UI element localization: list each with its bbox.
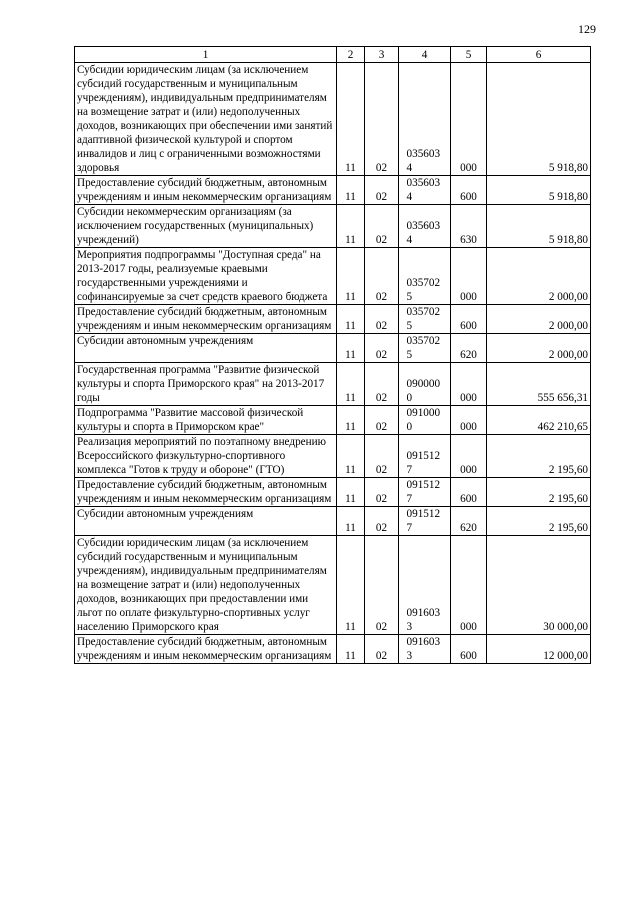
row-name-cell: Субсидии юридическим лицам (за исключением субсидий государственным и муниципальным учреждениям), индивидуальным предпринимателям на возмещение затрат и (или) недополученных доходов, возникающих при предоставлении ими льгот по оплате физкультурно-спортивных услуг населению Приморского края [75, 536, 337, 635]
row-name-cell: Государственная программа "Развитие физической культуры и спорта Приморского края" на 2013-2017 годы [75, 363, 337, 406]
expense-type-cell: 600 [451, 305, 487, 334]
target-article-code: 0357025 [406, 306, 441, 332]
table-row [75, 205, 591, 248]
amount-cell: 2 000,00 [487, 248, 591, 305]
section-code-cell: 11 [337, 248, 365, 305]
table-row [75, 363, 591, 406]
target-article-cell [399, 406, 451, 435]
target-article-code: 0357025 [406, 277, 441, 303]
row-name-cell: Субсидии некоммерческим организациям (за исключением государственных (муниципальных) учреждений) [75, 205, 337, 248]
table-row [75, 435, 591, 478]
table-header-row [75, 47, 591, 63]
column-header-6: 6 [487, 47, 591, 63]
subsection-code-cell: 02 [365, 435, 399, 478]
section-code-cell: 11 [337, 176, 365, 205]
section-code-cell: 11 [337, 406, 365, 435]
expense-type-cell: 000 [451, 435, 487, 478]
row-name-cell: Субсидии автономным учреждениям [75, 507, 337, 536]
budget-table [74, 46, 591, 664]
target-article-cell [399, 176, 451, 205]
expense-type-cell: 000 [451, 406, 487, 435]
target-article-cell [399, 334, 451, 363]
section-code-cell: 11 [337, 305, 365, 334]
expense-type-cell: 000 [451, 248, 487, 305]
row-name-cell: Предоставление субсидий бюджетным, автономным учреждениям и иным некоммерческим организациям [75, 635, 337, 664]
amount-cell: 5 918,80 [487, 176, 591, 205]
amount-cell: 2 195,60 [487, 478, 591, 507]
subsection-code-cell: 02 [365, 305, 399, 334]
subsection-code-cell: 02 [365, 478, 399, 507]
target-article-code: 0356034 [406, 220, 441, 246]
target-article-code: 0916033 [406, 607, 441, 633]
column-header-4: 4 [399, 47, 451, 63]
target-article-code: 0916033 [406, 636, 441, 662]
table-row [75, 305, 591, 334]
page-number: 129 [578, 22, 596, 36]
amount-cell: 5 918,80 [487, 63, 591, 176]
amount-cell: 30 000,00 [487, 536, 591, 635]
section-code-cell: 11 [337, 334, 365, 363]
target-article-cell [399, 507, 451, 536]
section-code-cell: 11 [337, 435, 365, 478]
row-name-cell: Субсидии автономным учреждениям [75, 334, 337, 363]
section-code-cell: 11 [337, 205, 365, 248]
amount-cell: 12 000,00 [487, 635, 591, 664]
table-row [75, 478, 591, 507]
subsection-code-cell: 02 [365, 406, 399, 435]
target-article-cell [399, 635, 451, 664]
expense-type-cell: 630 [451, 205, 487, 248]
row-name-cell: Предоставление субсидий бюджетным, автономным учреждениям и иным некоммерческим организациям [75, 478, 337, 507]
column-header-5: 5 [451, 47, 487, 63]
table-row [75, 635, 591, 664]
target-article-code: 0356034 [406, 148, 441, 174]
column-header-3: 3 [365, 47, 399, 63]
subsection-code-cell: 02 [365, 205, 399, 248]
table-row [75, 176, 591, 205]
expense-type-cell: 600 [451, 478, 487, 507]
expense-type-cell: 600 [451, 176, 487, 205]
target-article-code: 0915127 [406, 450, 441, 476]
target-article-code: 0910000 [406, 407, 441, 433]
section-code-cell: 11 [337, 507, 365, 536]
section-code-cell: 11 [337, 478, 365, 507]
amount-cell: 5 918,80 [487, 205, 591, 248]
row-name-cell: Предоставление субсидий бюджетным, автономным учреждениям и иным некоммерческим организациям [75, 176, 337, 205]
target-article-cell [399, 435, 451, 478]
subsection-code-cell: 02 [365, 176, 399, 205]
expense-type-cell: 000 [451, 536, 487, 635]
section-code-cell: 11 [337, 536, 365, 635]
subsection-code-cell: 02 [365, 635, 399, 664]
target-article-cell [399, 478, 451, 507]
expense-type-cell: 600 [451, 635, 487, 664]
target-article-code: 0900000 [406, 378, 441, 404]
target-article-cell [399, 536, 451, 635]
target-article-code: 0915127 [406, 479, 441, 505]
expense-type-cell: 620 [451, 507, 487, 536]
subsection-code-cell: 02 [365, 536, 399, 635]
table-row [75, 334, 591, 363]
table-row [75, 406, 591, 435]
amount-cell: 555 656,31 [487, 363, 591, 406]
target-article-cell [399, 305, 451, 334]
target-article-code: 0356034 [406, 177, 441, 203]
section-code-cell: 11 [337, 363, 365, 406]
table-row [75, 63, 591, 176]
target-article-code: 0915127 [406, 508, 441, 534]
column-header-2: 2 [337, 47, 365, 63]
subsection-code-cell: 02 [365, 363, 399, 406]
expense-type-cell: 620 [451, 334, 487, 363]
column-header-1: 1 [75, 47, 337, 63]
row-name-cell: Реализация мероприятий по поэтапному внедрению Всероссийского физкультурно-спортивного комплекса "Готов к труду и обороне" (ГТО) [75, 435, 337, 478]
section-code-cell: 11 [337, 635, 365, 664]
target-article-cell [399, 205, 451, 248]
target-article-cell [399, 248, 451, 305]
amount-cell: 2 000,00 [487, 305, 591, 334]
table-row [75, 507, 591, 536]
target-article-code: 0357025 [406, 335, 441, 361]
target-article-cell [399, 363, 451, 406]
table-row [75, 248, 591, 305]
table-row [75, 536, 591, 635]
subsection-code-cell: 02 [365, 63, 399, 176]
amount-cell: 462 210,65 [487, 406, 591, 435]
section-code-cell: 11 [337, 63, 365, 176]
subsection-code-cell: 02 [365, 334, 399, 363]
expense-type-cell: 000 [451, 63, 487, 176]
subsection-code-cell: 02 [365, 248, 399, 305]
row-name-cell: Предоставление субсидий бюджетным, автономным учреждениям и иным некоммерческим организациям [75, 305, 337, 334]
amount-cell: 2 000,00 [487, 334, 591, 363]
amount-cell: 2 195,60 [487, 435, 591, 478]
amount-cell: 2 195,60 [487, 507, 591, 536]
subsection-code-cell: 02 [365, 507, 399, 536]
expense-type-cell: 000 [451, 363, 487, 406]
target-article-cell [399, 63, 451, 176]
row-name-cell: Подпрограмма "Развитие массовой физической культуры и спорта в Приморском крае" [75, 406, 337, 435]
row-name-cell: Мероприятия подпрограммы "Доступная среда" на 2013-2017 годы, реализуемые краевыми государственными учреждениями и софинансируемые за счет средств краевого бюджета [75, 248, 337, 305]
row-name-cell: Субсидии юридическим лицам (за исключением субсидий государственным и муниципальным учреждениям), индивидуальным предпринимателям на возмещение затрат и (или) недополученных доходов, возникающих при обеспечении ими занятий адаптивной физической культурой и спортом инвалидов и лиц с ограниченными возможностями здоровья [75, 63, 337, 176]
